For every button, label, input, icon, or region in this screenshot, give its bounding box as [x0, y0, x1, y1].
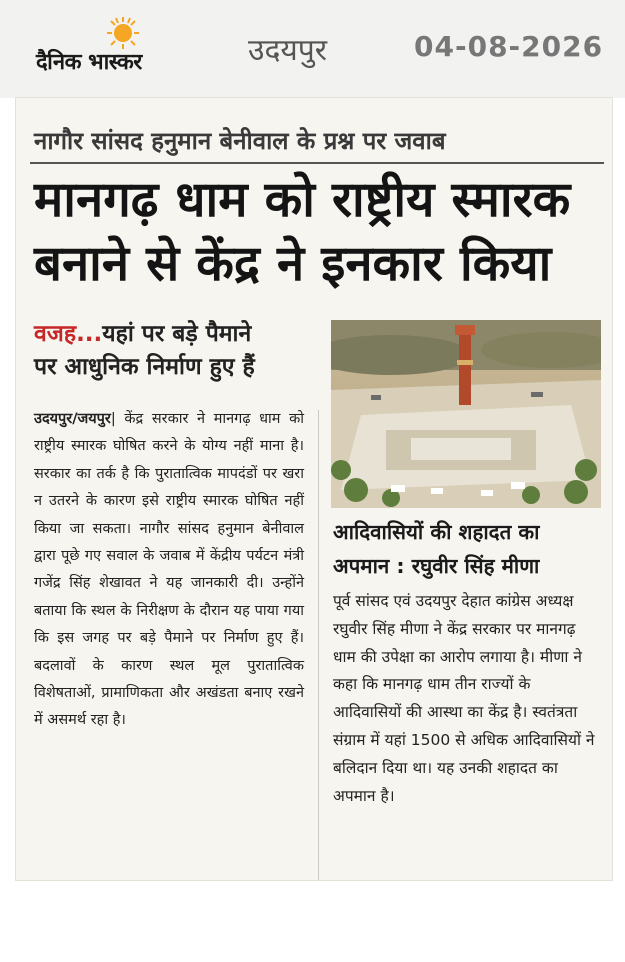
brand-logo [36, 16, 206, 80]
column-divider [318, 410, 319, 880]
article-dateline: उदयपुर/जयपुर [34, 411, 111, 427]
article-text: केंद्र सरकार ने मानगढ़ धाम को राष्ट्रीय स्मारक घोषित करने के योग्य नहीं माना है। सरकार का तर्क है कि पुरातात्विक मापदंडों पर खरा न उतरने के कारण इसे राष्ट्रीय स्मारक घोषित नहीं किया जा सकता। नागौर सांसद हनुमान बेनीवाल द्वारा पूछे गए सवाल के जवाब में केंद्रीय पर्यटन मंत्री गजेंद्र सिंह शेखावत ने यह जानकारी दी। उन्होंने बताया कि स्थल के निरीक्षण के दौरान यह पाया गया कि इस जगह पर बड़े पैमाने पर निर्माण हुए हैं। बदलावों के कारण स्थल मूल पुरातात्विक विशेषताओं, प्रामाणिकता और अखंडता बनाए रखने में असमर्थ रहा है। [34, 411, 304, 729]
masthead [0, 0, 625, 98]
brand-name: दैनिक भास्कर [36, 50, 142, 75]
mangarh-dham-aerial-photo [331, 320, 601, 508]
article-body: उदयपुर/जयपुर| केंद्र सरकार ने मानगढ़ धाम को राष्ट्रीय स्मारक घोषित करने के योग्य नहीं माना है। सरकार का तर्क है कि पुरातात्विक मापदंडों पर खरा न उतरने के कारण इसे राष्ट्रीय स्मारक घोषित नहीं किया जा सकता। नागौर सांसद हनुमान बेनीवाल द्वारा पूछे गए सवाल के जवाब में केंद्रीय पर्यटन मंत्री गजेंद्र सिंह शेखावत ने यह जानकारी दी। उन्होंने बताया कि स्थल के निरीक्षण के दौरान यह पाया गया कि इस जगह पर बड़े पैमाने पर निर्माण हुए हैं। बदलावों के कारण स्थल मूल पुरातात्विक विशेषताओं, प्रामाणिकता और अखंडता बनाए रखने में असमर्थ रहा है। [34, 411, 304, 729]
subhead-line: यहां पर बड़े पैमाने [102, 321, 252, 347]
subhead-prefix: वजह... [34, 321, 103, 347]
sun-logo-icon [106, 16, 140, 50]
sidebar-headline-line: आदिवासियों की शहादत का [333, 520, 540, 544]
edition-date: 04-08-2026 [414, 30, 604, 63]
headline-line: मानगढ़ धाम को राष्ट्रीय स्मारक [34, 171, 571, 228]
sidebar-headline [333, 515, 603, 583]
kicker-rule [30, 162, 604, 164]
subhead-line: पर आधुनिक निर्माण हुए हैं [34, 354, 255, 380]
sidebar-headline-line: अपमान : रघुवीर सिंह मीणा [333, 554, 540, 578]
sidebar-body: पूर्व सांसद एवं उदयपुर देहात कांग्रेस अध्यक्ष रघुवीर सिंह मीणा ने केंद्र सरकार पर मानगढ़ धाम की उपेक्षा का आरोप लगाया है। मीणा ने कहा कि मानगढ़ धाम तीन राज्यों के आदिवासियों की आस्था का केंद्र है। स्वतंत्रता संग्राम में यहां 1500 से अधिक आदिवासियों ने बलिदान दिया था। यह उनकी शहादत का अपमान है। [333, 592, 595, 805]
edition-city: उदयपुर [248, 33, 328, 68]
article-kicker: नागौर सांसद हनुमान बेनीवाल के प्रश्न पर जवाब [34, 127, 446, 155]
article-headline [34, 168, 604, 296]
headline-line: बनाने से केंद्र ने इनकार किया [34, 235, 552, 292]
article-subhead [34, 318, 324, 384]
